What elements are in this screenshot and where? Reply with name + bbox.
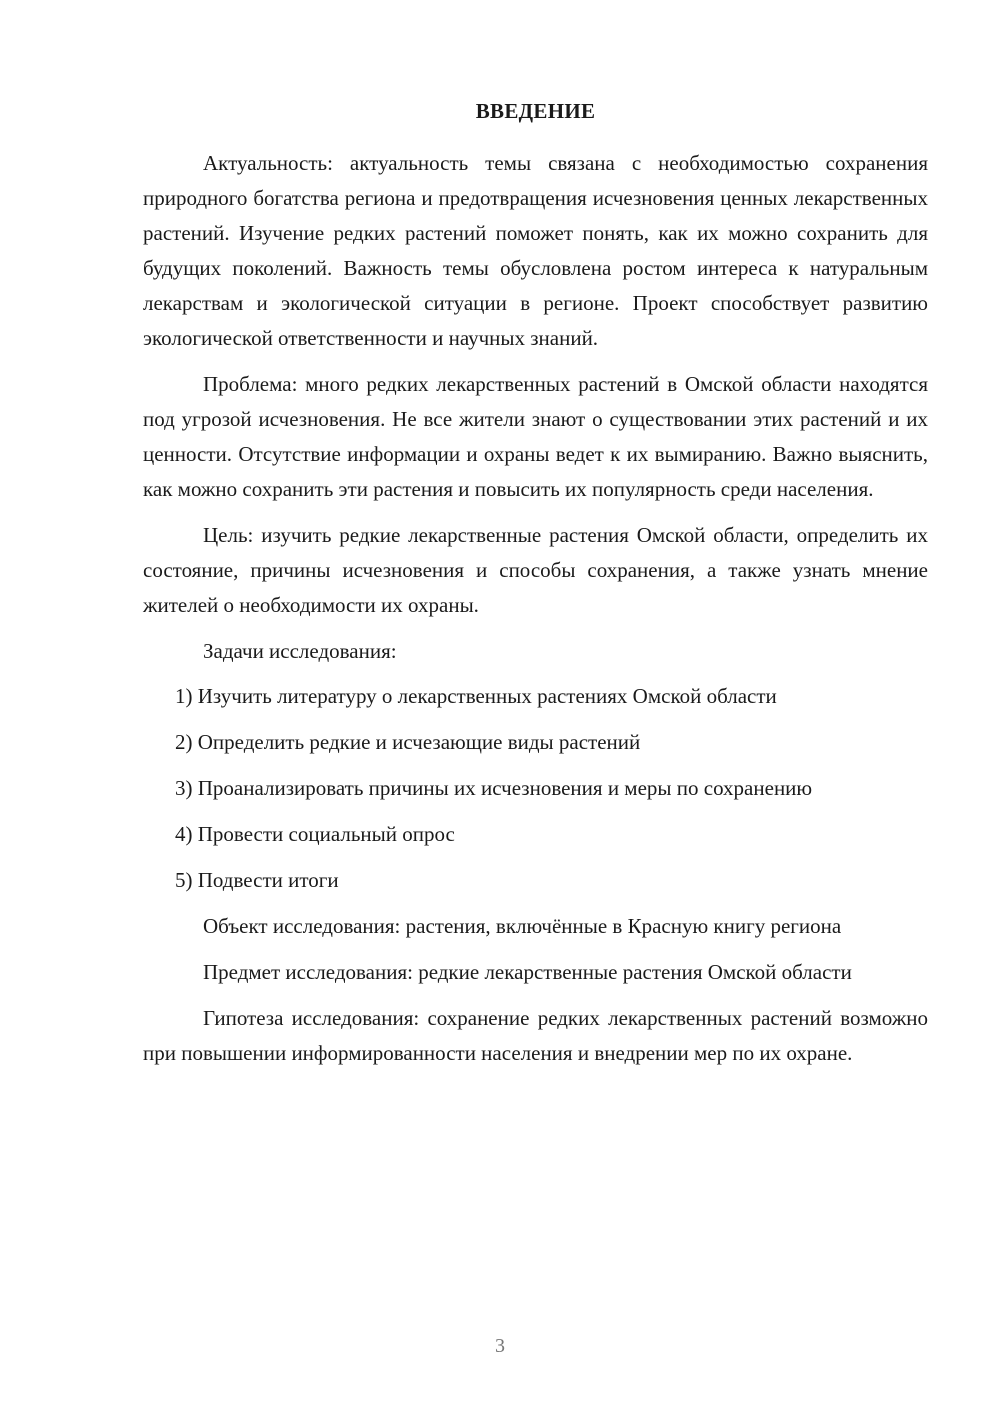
hypothesis-paragraph: Гипотеза исследования: сохранение редких лекарственных растений возможно при повышении информированности населения и внедрении мер по их охране.	[143, 1006, 928, 1065]
task-item: 3) Проанализировать причины их исчезновения и меры по сохранению	[175, 776, 813, 800]
page-number: 3	[495, 1335, 505, 1357]
task-item: 5) Подвести итоги	[175, 868, 339, 892]
relevance-paragraph: Актуальность: актуальность темы связана с необходимостью сохранения природного богатства региона и предотвращения исчезновения ценных лекарственных растений. Изучение редких растений поможет понять, как их можно сохранить для будущих поколений. Важность темы обусловлена ростом интереса к натуральным лекарствам и экологической ситуации в регионе. Проект способствует развитию экологической ответственности и научных знаний.	[143, 151, 928, 350]
goal-paragraph: Цель: изучить редкие лекарственные растения Омской области, определить их состояние, причины исчезновения и способы сохранения, а также узнать мнение жителей о необходимости их охраны.	[143, 523, 928, 617]
task-item: 4) Провести социальный опрос	[175, 822, 455, 846]
problem-paragraph: Проблема: много редких лекарственных растений в Омской области находятся под угрозой исчезновения. Не все жители знают о существовании этих растений и их ценности. Отсутствие информации и охраны ведет к их вымиранию. Важно выяснить, как можно сохранить эти растения и повысить их популярность среди населения.	[143, 372, 928, 501]
object-paragraph: Объект исследования: растения, включённые в Красную книгу региона	[203, 914, 842, 938]
page-body	[143, 96, 928, 1082]
subject-paragraph: Предмет исследования: редкие лекарственные растения Омской области	[203, 960, 852, 984]
task-item: 2) Определить редкие и исчезающие виды растений	[175, 730, 641, 754]
task-item: 1) Изучить литературу о лекарственных растениях Омской области	[175, 684, 777, 708]
tasks-heading: Задачи исследования:	[203, 639, 397, 663]
page-title: ВВЕДЕНИЕ	[475, 99, 596, 123]
